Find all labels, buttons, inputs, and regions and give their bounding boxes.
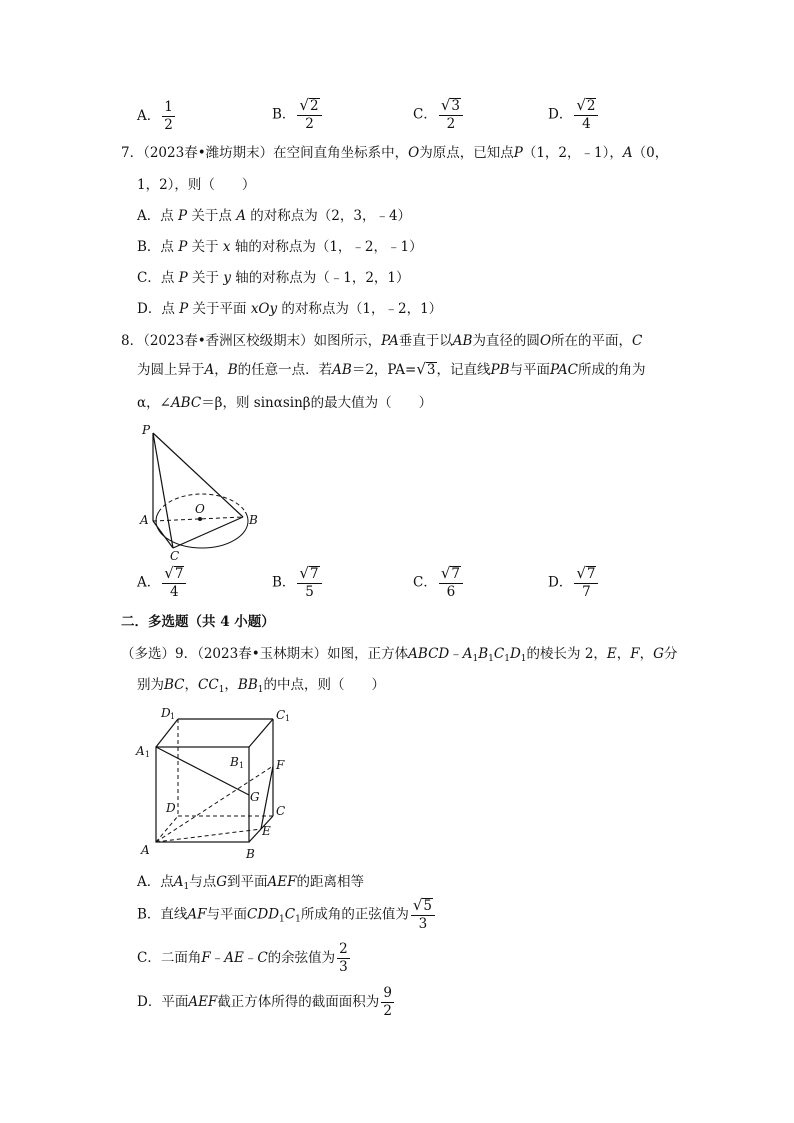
fraction: √ 2 4 xyxy=(574,98,598,132)
sqrt-symbol: √ 7 xyxy=(576,564,596,582)
label-b: B xyxy=(249,513,258,527)
edge-ac xyxy=(153,521,173,548)
label-p: P xyxy=(142,423,151,437)
fraction: $\frac{1}{2}$ xyxy=(164,99,173,133)
edge-pc xyxy=(153,433,173,548)
q8-figure xyxy=(132,420,272,560)
sqrt-symbol: √ 2 xyxy=(299,96,319,114)
q6-option-a[interactable]: A． $\frac{1}{2}$ xyxy=(137,99,173,133)
q8-stem-line3: α，∠ABC＝β，则 sinαsinβ的最大值为（ ） xyxy=(137,395,433,411)
q9-option-b[interactable]: B．直线AF与平面$CDD_1C_1$所成角的正弦值为 √ 5 3 xyxy=(137,898,437,932)
sqrt-symbol: √ 7 xyxy=(164,564,184,582)
fraction: √ 3 2 xyxy=(439,98,463,132)
q8-stem-line1: 8．（2023春•香洲区校级期末）如图所示，PA垂直于以AB为直径的圆O所在的平面，C xyxy=(121,333,643,349)
q8-option-b[interactable]: B． √ 7 5 xyxy=(272,566,324,600)
svg-text:1: 1 xyxy=(285,714,291,723)
edge-b1c1 xyxy=(249,719,273,747)
label-g: G xyxy=(250,790,260,804)
edge-cb xyxy=(173,517,243,548)
label-d: D xyxy=(166,801,176,815)
q9-cube-figure xyxy=(133,703,298,863)
q7-option-d[interactable]: D．点 P 关于平面 xOy 的对称点为（1，﹣2，1） xyxy=(137,301,443,317)
q9-option-c[interactable]: C．二面角F﹣AE﹣C的余弦值为 $\frac{2}{3}$ xyxy=(137,941,348,975)
label-e: E xyxy=(262,824,271,838)
q6-option-c[interactable]: C． √ 3 2 xyxy=(413,98,465,132)
svg-text:1: 1 xyxy=(145,750,151,759)
line-ef xyxy=(261,766,273,829)
fraction: $\frac{2}{3}$ xyxy=(339,941,348,975)
fraction: √ 7 7 xyxy=(574,566,598,600)
label-c1: C xyxy=(276,708,286,722)
q8-option-d[interactable]: D． √ 7 7 xyxy=(548,566,600,600)
center-point xyxy=(198,517,202,521)
label-a: A xyxy=(141,843,150,857)
q8-stem-line2: 为圆上异于A，B的任意一点．若AB＝2，PA= √ 3 ，记直线PB与平面PAC所成的角为 xyxy=(137,360,646,378)
q9-option-d[interactable]: D．平面AEF截正方体所得的截面面积为 $\frac{9}{2}$ xyxy=(137,985,392,1019)
q9-option-a[interactable]: A．点$A_1$与点G到平面AEF的距离相等 xyxy=(137,874,365,892)
label-b1: B xyxy=(230,755,239,769)
sqrt-symbol: √ 7 xyxy=(299,564,319,582)
label-o: O xyxy=(195,502,205,516)
label-f: F xyxy=(276,758,285,772)
q9-stem-line1: （多选）9．（2023春•玉林期末）如图，正方体$ABCD﹣A_1B_1C_1D_1$的棱长为 2，E，F，G分 xyxy=(121,646,678,664)
svg-text:1: 1 xyxy=(239,761,245,770)
label-d1: D xyxy=(161,706,171,720)
sqrt-symbol: √ 3 xyxy=(440,96,460,114)
label-a1: A xyxy=(136,744,145,758)
label-b: B xyxy=(246,847,255,861)
sqrt-symbol: √ 3 xyxy=(416,360,436,378)
edge-ad-hidden xyxy=(156,816,178,842)
sqrt-symbol: √ 5 xyxy=(412,896,432,914)
q6-option-d[interactable]: D． √ 2 4 xyxy=(548,98,600,132)
label-a: A xyxy=(140,513,149,527)
q7-option-a[interactable]: A．点 P 关于点 A 的对称点为（2，3，﹣4） xyxy=(137,208,412,224)
fraction: √ 7 6 xyxy=(439,566,463,600)
q7-stem-line1: 7．（2023春•潍坊期末）在空间直角坐标系中，O为原点，已知点P（1，2，﹣1），A（0， xyxy=(121,145,669,161)
q8-option-a[interactable]: A． √ 7 4 xyxy=(137,566,188,600)
fraction: $\frac{9}{2}$ xyxy=(383,985,392,1019)
fraction: √ 7 4 xyxy=(162,566,186,600)
q7-option-b[interactable]: B．点 P 关于 x 轴的对称点为（1，﹣2，﹣1） xyxy=(137,239,423,255)
q9-stem-line2: 别为BC，$CC_1$，$BB_1$的中点，则（ ） xyxy=(137,677,385,695)
label-c: C xyxy=(276,804,286,818)
fraction: √ 2 2 xyxy=(297,98,321,132)
q7-stem-line2: 1，2），则（ ） xyxy=(137,177,256,193)
q7-option-c[interactable]: C．点 P 关于 y 轴的对称点为（﹣1，2，1） xyxy=(137,270,410,286)
q6-option-b[interactable]: B． √ 2 2 xyxy=(272,98,324,132)
sqrt-symbol: √ 2 xyxy=(576,96,596,114)
fraction: √ 5 3 xyxy=(411,898,435,932)
label-c: C xyxy=(170,549,180,560)
svg-text:1: 1 xyxy=(170,712,176,721)
section-heading: 二．多选题（共 4 小题） xyxy=(121,614,275,630)
edge-a1d1 xyxy=(156,719,178,747)
fraction: √ 7 5 xyxy=(297,566,321,600)
q8-option-c[interactable]: C． √ 7 6 xyxy=(413,566,465,600)
line-ae-hidden xyxy=(156,829,261,842)
sqrt-symbol: √ 7 xyxy=(440,564,460,582)
